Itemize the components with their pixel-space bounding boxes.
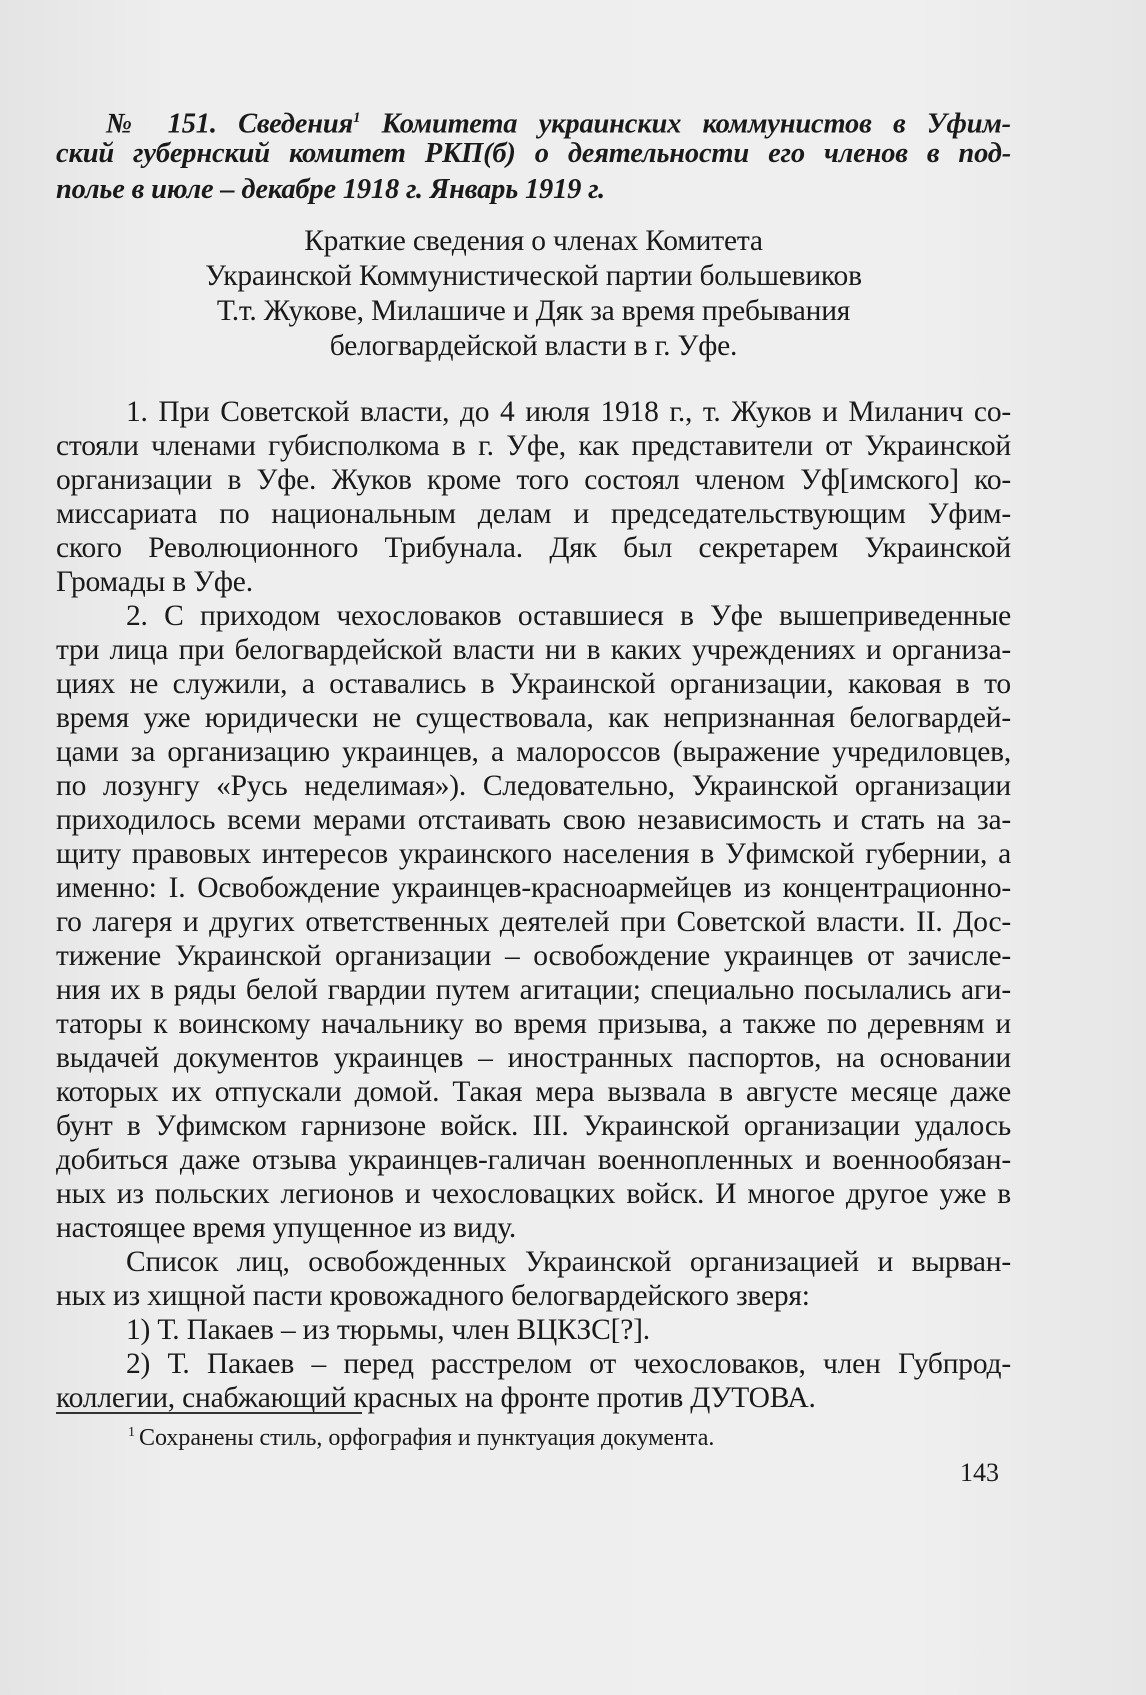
section-heading bbox=[56, 224, 1011, 364]
paragraph-line: выдачей документов украинцев – иностранных паспортов, на основании bbox=[56, 1042, 1011, 1074]
document-number: № 151. bbox=[106, 108, 217, 140]
heading-line: Т.т. Жукове, Милашиче и Дяк за время пребывания bbox=[216, 295, 851, 327]
title-word: Сведения bbox=[238, 108, 353, 140]
paragraph-line: три лица при белогвардейской власти ни в каких учреждениях и организа- bbox=[56, 634, 1011, 666]
paragraph-line: стояли членами губисполкома в г. Уфе, как представители от Украинской bbox=[56, 430, 1011, 462]
paragraph-line: ных из польских легионов и чехословацких войск. И многое другое уже в bbox=[56, 1178, 1011, 1210]
paragraph-line: тижение Украинской организации – освобождение украинцев от зачисле- bbox=[56, 940, 1011, 972]
paragraph-line: именно: I. Освобождение украинцев-красноармейцев из концентрационно- bbox=[56, 872, 1011, 904]
paragraph-line: ского Революционного Трибунала. Дяк был секретарем Украинской bbox=[56, 532, 1011, 564]
footnote bbox=[128, 1425, 714, 1452]
footnote-text: Сохранены стиль, орфография и пунктуация документа. bbox=[139, 1425, 715, 1451]
title-line-2: ский губернский комитет РКП(б) о деятельности его членов в под- bbox=[56, 138, 1011, 169]
paragraph-line: настоящее время упущенное из виду. bbox=[56, 1212, 517, 1244]
paragraph-line: 1) Т. Пакаев – из тюрьмы, член ВЦКЗС[?]. bbox=[126, 1314, 650, 1346]
paragraph-line: 2) Т. Пакаев – перед расстрелом от чехословаков, член Губпрод- bbox=[126, 1348, 1011, 1380]
paragraph-line: Громады в Уфе. bbox=[56, 566, 253, 598]
page-number: 143 bbox=[960, 1458, 999, 1487]
document-title bbox=[56, 100, 1011, 208]
paragraph-line: ных из хищной пасти кровожадного белогвардейского зверя: bbox=[56, 1280, 810, 1312]
paragraph-line: 2. С приходом чехословаков оставшиеся в Уфе вышеприведенные bbox=[126, 600, 1011, 632]
body-text bbox=[56, 395, 1011, 1415]
title-line-1 bbox=[56, 100, 1011, 140]
title-line-3: полье в июле – декабре 1918 г. Январь 1919 г. bbox=[56, 174, 605, 205]
paragraph-line: по лозунгу «Русь неделимая»). Следовательно, Украинской организации bbox=[56, 770, 1011, 802]
footnote-mark: 1 bbox=[128, 1425, 135, 1440]
paragraph-line: время уже юридически не существовала, как непризнанная белогвардей- bbox=[56, 702, 1011, 734]
paragraph-line: миссариата по национальным делам и председательствующим Уфим- bbox=[56, 498, 1011, 530]
paragraph-line: циях не служили, а оставались в Украинской организации, каковая в то bbox=[56, 668, 1011, 700]
paragraph-line: которых их отпускали домой. Такая мера вызвала в августе месяце даже bbox=[56, 1076, 1011, 1108]
title-rest: Комитета украинских коммунистов в Уфим- bbox=[381, 108, 1011, 140]
paragraph-line: бунт в Уфимском гарнизоне войск. III. Украинской организации удалось bbox=[56, 1110, 1011, 1142]
footnote-divider bbox=[56, 1412, 362, 1414]
paragraph-line: Список лиц, освобожденных Украинской организацией и вырван- bbox=[126, 1246, 1011, 1278]
paragraph-line: цами за организацию украинцев, а малороссов (выражение учредиловцев, bbox=[56, 736, 1011, 768]
paragraph-line: коллегии, снабжающий красных на фронте против ДУТОВА. bbox=[56, 1382, 816, 1414]
paragraph-line: организации в Уфе. Жуков кроме того состоял членом Уф[имского] ко- bbox=[56, 464, 1011, 496]
paragraph-line: добиться даже отзыва украинцев-галичан военнопленных и военнообязан- bbox=[56, 1144, 1011, 1176]
paragraph-line: щиту правовых интересов украинского населения в Уфимской губернии, а bbox=[56, 838, 1011, 870]
paragraph-line: ния их в ряды белой гвардии путем агитации; специально посылались аги- bbox=[56, 974, 1011, 1006]
paragraph-line: таторы к воинскому начальнику во время призыва, а также по деревням и bbox=[56, 1008, 1011, 1040]
heading-line: Краткие сведения о членах Комитета bbox=[304, 225, 763, 257]
paragraph-line: 1. При Советской власти, до 4 июля 1918 г., т. Жуков и Миланич со- bbox=[126, 396, 1011, 428]
heading-line: белогвардейской власти в г. Уфе. bbox=[329, 330, 738, 362]
paragraph-line: приходилось всеми мерами отстаивать свою независимость и стать на за- bbox=[56, 804, 1011, 836]
footnote-ref: 1 bbox=[353, 110, 361, 126]
paragraph-line: го лагеря и других ответственных деятелей при Советской власти. II. Дос- bbox=[56, 906, 1011, 938]
heading-line: Украинской Коммунистической партии большевиков bbox=[205, 260, 862, 292]
